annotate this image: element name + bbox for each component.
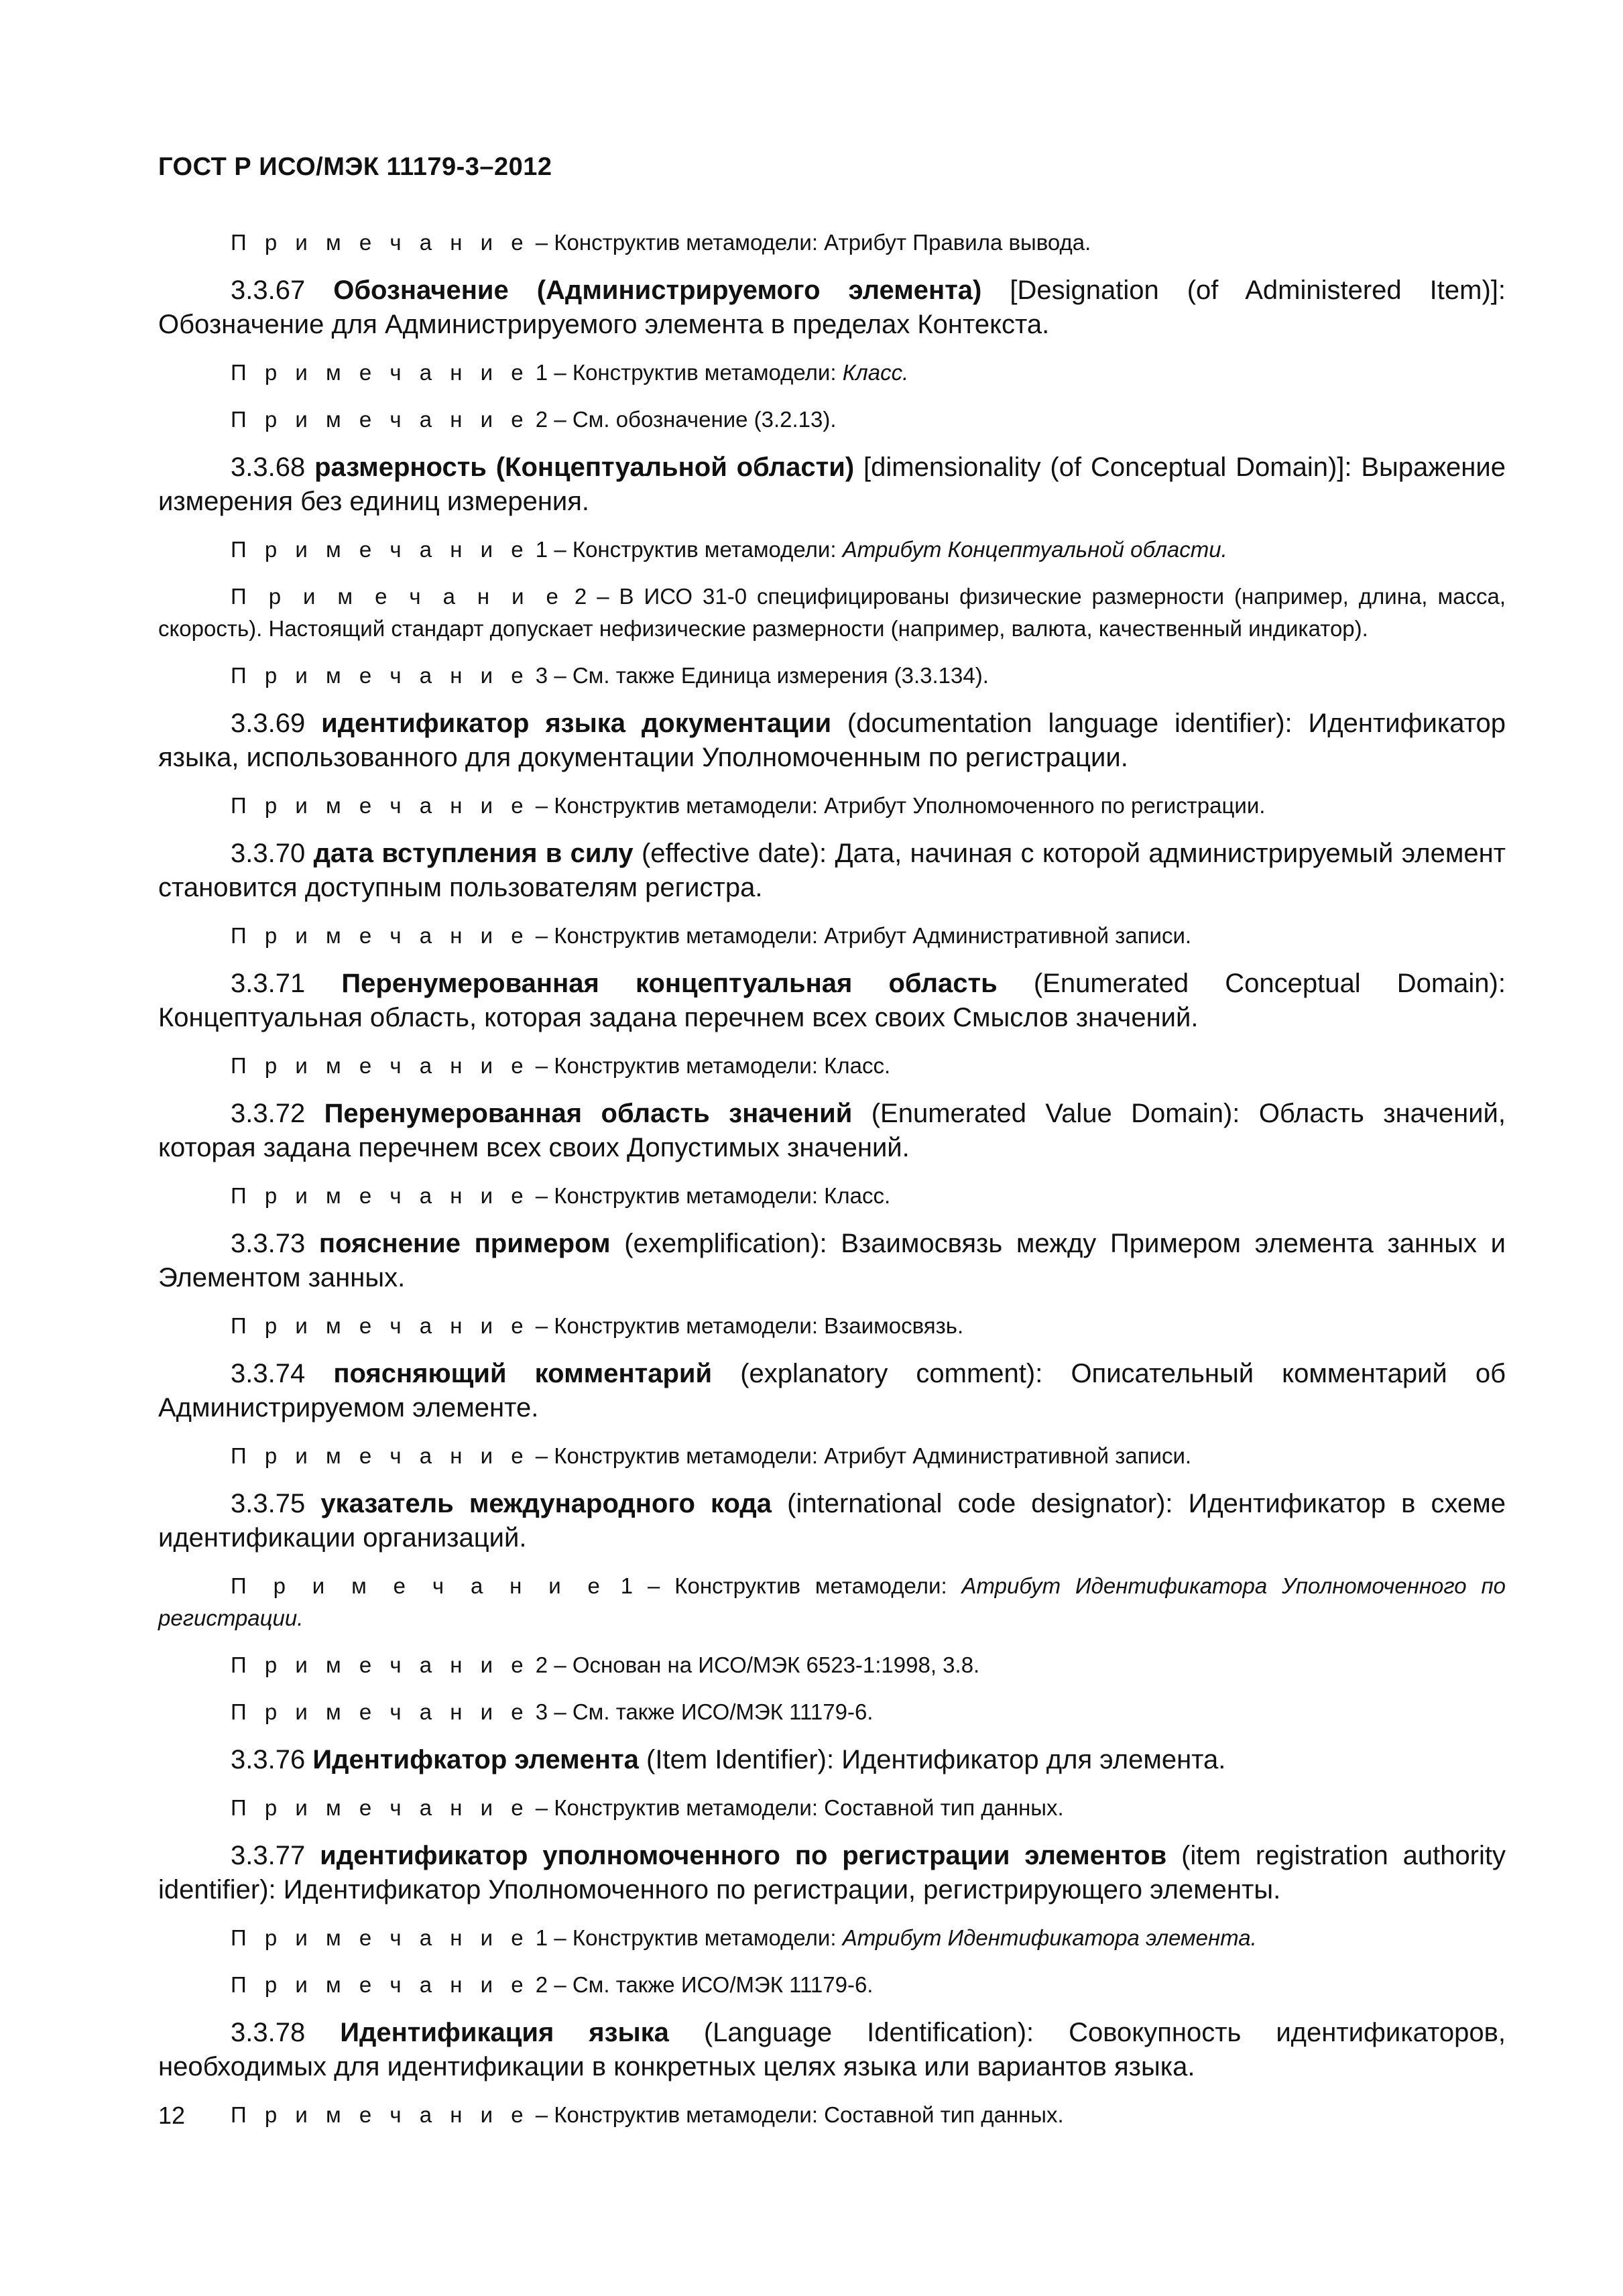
term-definition: (explanatory comment): Описательный комментарий об Администрируемом элементе. (158, 1359, 1506, 1423)
note-text: – Конструктив метамодели: Атрибут Уполномоченного по регистрации. (529, 793, 1266, 818)
term-entry (158, 274, 1506, 342)
note-paragraph (158, 404, 1506, 436)
note-number: 1 (529, 1925, 548, 1950)
note-number: 2 (564, 584, 587, 609)
note-text: – Конструктив метамодели: Атрибут Правила вывода. (529, 230, 1091, 255)
term-definition: (Item Identifier): Идентификатор для элемента. (638, 1745, 1226, 1774)
note-paragraph (158, 920, 1506, 952)
term-title: Перенумерованная концептуальная область (341, 969, 998, 998)
page-number: 12 (158, 2102, 186, 2129)
term-number: 3.3.68 (231, 452, 306, 482)
note-italic-text: Атрибут Идентификатора Уполномоченного по регистрации. (158, 1573, 1506, 1630)
term-definition: (item registration authority identifier): Идентификатор Уполномоченного по регистрации, регистрирующего элементы. (158, 1841, 1506, 1905)
note-label: П р и м е ч а н и е (231, 584, 564, 609)
note-text: – В ИСО 31-0 специфицированы физические размерности (например, длина, масса, скорость). Настоящий стандарт допускает нефизические размерности (например, валюта, качественный индикатор). (158, 584, 1506, 641)
term-number: 3.3.72 (231, 1099, 306, 1128)
note-paragraph (158, 1969, 1506, 2001)
note-paragraph (158, 1649, 1506, 1681)
note-label: П р и м е ч а н и е (231, 1313, 530, 1338)
note-number: 3 (529, 663, 548, 688)
term-definition: (effective date): Дата, начиная с которой администрируемый элемент становится доступным пользователям регистра. (158, 839, 1506, 902)
note-text: – См. обозначение (3.2.13). (548, 407, 837, 432)
term-definition: (Language Identification): Совокупность идентификаторов, необходимых для идентификации в конкретных целях языка или вариантов языка. (158, 2018, 1506, 2081)
document-body (158, 227, 1506, 2146)
note-text: – Конструктив метамодели: (548, 537, 843, 562)
term-title: идентификатор языка документации (321, 709, 832, 738)
note-number: 2 (529, 1652, 548, 1677)
note-label: П р и м е ч а н и е (231, 537, 530, 562)
note-number: 2 (529, 1972, 548, 1997)
note-label: П р и м е ч а н и е (231, 793, 530, 818)
note-italic-text: Атрибут Концептуальной области. (842, 537, 1227, 562)
note-label: П р и м е ч а н и е (231, 1925, 530, 1950)
note-paragraph (158, 1050, 1506, 1082)
term-entry (158, 2016, 1506, 2084)
term-entry (158, 837, 1506, 905)
term-number: 3.3.71 (231, 969, 306, 998)
note-paragraph (158, 581, 1506, 645)
term-title: Идентифкатор элемента (312, 1745, 639, 1774)
term-number: 3.3.69 (231, 709, 306, 738)
term-title: дата вступления в силу (313, 839, 634, 868)
term-title: Перенумерованная область значений (324, 1099, 853, 1128)
note-number: 3 (529, 1699, 548, 1724)
note-text: – Конструктив метамодели: Составной тип данных. (529, 2102, 1064, 2127)
term-definition: (international code designator): Идентификатор в схеме идентификации организаций. (158, 1489, 1506, 1553)
term-title: поясняющий комментарий (333, 1359, 713, 1388)
note-label: П р и м е ч а н и е (231, 1443, 530, 1468)
term-entry (158, 1487, 1506, 1555)
term-entry (158, 1839, 1506, 1907)
term-entry (158, 1743, 1506, 1777)
note-label: П р и м е ч а н и е (231, 663, 530, 688)
term-title: Идентификация языка (340, 2018, 669, 2047)
term-title: Обозначение (Администрируемого элемента) (333, 276, 982, 305)
note-text: – Конструктив метамодели: Класс. (529, 1053, 891, 1078)
term-definition: (exemplification): Взаимосвязь между Примером элемента занных и Элементом занных. (158, 1229, 1506, 1292)
note-text: – Конструктив метамодели: (548, 1925, 843, 1950)
note-paragraph (158, 2099, 1506, 2131)
note-paragraph (158, 227, 1506, 259)
term-definition: [dimensionality (of Conceptual Domain)]: Выражение измерения без единиц измерения. (158, 452, 1506, 516)
term-entry (158, 1097, 1506, 1165)
note-italic-text: Атрибут Идентификатора элемента. (842, 1925, 1257, 1950)
term-number: 3.3.73 (231, 1229, 306, 1258)
term-number: 3.3.74 (231, 1359, 306, 1388)
note-paragraph (158, 660, 1506, 692)
term-entry (158, 450, 1506, 519)
note-label: П р и м е ч а н и е (231, 1972, 530, 1997)
note-number: 1 (529, 537, 548, 562)
note-label: П р и м е ч а н и е (231, 1652, 530, 1677)
note-text: – Конструктив метамодели: Атрибут Административной записи. (529, 923, 1192, 948)
term-entry (158, 967, 1506, 1035)
note-label: П р и м е ч а н и е (231, 1795, 530, 1820)
term-entry (158, 707, 1506, 775)
term-definition: [Designation (of Administered Item)]: Обозначение для Администрируемого элемента в пределах Контекста. (158, 276, 1506, 339)
note-paragraph (158, 1570, 1506, 1634)
note-label: П р и м е ч а н и е (231, 2102, 530, 2127)
note-label: П р и м е ч а н и е (231, 1699, 530, 1724)
term-definition: (Enumerated Value Domain): Область значений, которая задана перечнем всех своих Допустимых значений. (158, 1099, 1506, 1162)
term-number: 3.3.78 (231, 2018, 306, 2047)
note-text: – Конструктив метамодели: Составной тип данных. (529, 1795, 1064, 1820)
term-definition: (Enumerated Conceptual Domain): Концептуальная область, которая задана перечнем всех своих Смыслов значений. (158, 969, 1506, 1032)
note-label: П р и м е ч а н и е (231, 230, 530, 255)
term-entry (158, 1227, 1506, 1295)
term-entry (158, 1357, 1506, 1425)
note-italic-text: Класс. (842, 360, 909, 385)
note-paragraph (158, 790, 1506, 822)
note-paragraph (158, 1440, 1506, 1472)
note-label: П р и м е ч а н и е (231, 1053, 530, 1078)
term-number: 3.3.67 (231, 276, 306, 305)
term-definition: (documentation language identifier): Идентификатор языка, использованного для документации Уполномоченным по регистрации. (158, 709, 1506, 772)
note-text: – См. также ИСО/МЭК 11179-6. (548, 1972, 874, 1997)
note-label: П р и м е ч а н и е (231, 1183, 530, 1208)
term-number: 3.3.77 (231, 1841, 306, 1870)
term-title: размерность (Концептуальной области) (314, 452, 855, 482)
term-number: 3.3.75 (231, 1489, 306, 1518)
note-number: 1 (529, 360, 548, 385)
note-paragraph (158, 1180, 1506, 1212)
note-paragraph (158, 1922, 1506, 1954)
note-text: – Конструктив метамодели: Взаимосвязь. (529, 1313, 964, 1338)
note-number: 2 (529, 407, 548, 432)
term-title: указатель международного кода (320, 1489, 772, 1518)
note-text: – Конструктив метамодели: Класс. (529, 1183, 891, 1208)
term-title: пояснение примером (318, 1229, 611, 1258)
note-label: П р и м е ч а н и е (231, 407, 530, 432)
note-text: – Основан на ИСО/МЭК 6523-1:1998, 3.8. (548, 1652, 980, 1677)
note-text: – См. также ИСО/МЭК 11179-6. (548, 1699, 874, 1724)
note-label: П р и м е ч а н и е (231, 923, 530, 948)
note-label: П р и м е ч а н и е (231, 360, 530, 385)
note-text: – Конструктив метамодели: (548, 360, 843, 385)
note-paragraph (158, 1696, 1506, 1728)
note-number: 1 (605, 1573, 634, 1598)
document-code-header: ГОСТ Р ИСО/МЭК 11179-3–2012 (158, 153, 552, 181)
term-title: идентификатор уполномоченного по регистрации элементов (320, 1841, 1167, 1870)
note-paragraph (158, 1792, 1506, 1824)
note-paragraph (158, 1310, 1506, 1342)
term-number: 3.3.70 (231, 839, 306, 868)
note-paragraph (158, 534, 1506, 566)
note-text: – Конструктив метамодели: (633, 1573, 962, 1598)
note-text: – См. также Единица измерения (3.3.134). (548, 663, 989, 688)
note-paragraph (158, 357, 1506, 389)
note-label: П р и м е ч а н и е (231, 1573, 606, 1598)
note-text: – Конструктив метамодели: Атрибут Административной записи. (529, 1443, 1192, 1468)
term-number: 3.3.76 (231, 1745, 306, 1774)
